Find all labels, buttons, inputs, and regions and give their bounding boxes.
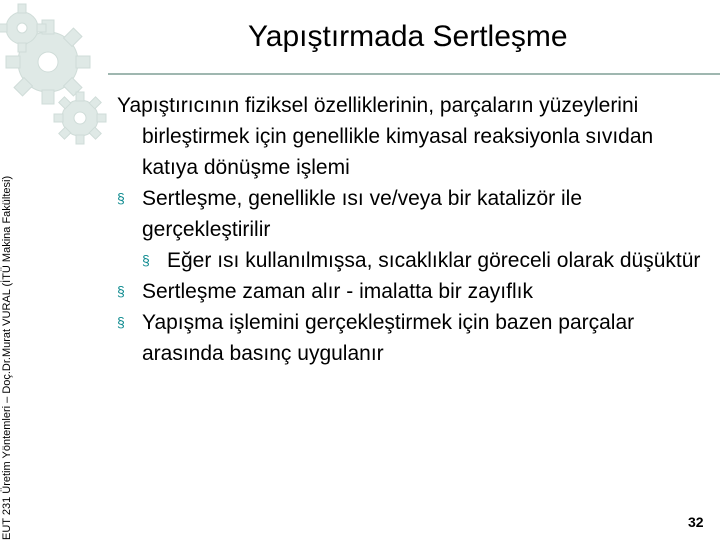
- title-divider: [108, 73, 720, 75]
- list-item: [112, 245, 712, 276]
- bullet-icon: §: [117, 314, 125, 330]
- bullet-icon: §: [142, 252, 150, 268]
- bullet-icon: §: [117, 283, 125, 299]
- list-item-text: Sertleşme zaman alır ‑ imalatta bir zayıflık: [142, 280, 533, 303]
- list-item: [112, 307, 712, 369]
- list-item-text: Sertleşme, genellikle ısı ve/veya bir katalizör ile gerçekleştirilir: [142, 187, 583, 241]
- slide-title: Yapıştırmada Sertleşme: [248, 20, 568, 53]
- side-caption: EUT 231 Üretim Yöntemleri – Doç.Dr.Murat VURAL (İTÜ Makina Fakültesi): [1, 175, 13, 540]
- list-item: [112, 276, 712, 307]
- list-item-text: Yapışma işlemini gerçekleştirmek için bazen parçalar arasında basınç uygulanır: [142, 311, 635, 365]
- list-item-text: Eğer ısı kullanılmışsa, sıcaklıklar göreceli olarak düşüktür: [167, 249, 701, 272]
- list-item: [112, 183, 712, 245]
- slide-content: [112, 90, 712, 369]
- list-item-text: Yapıştırıcının fiziksel özelliklerinin, parçaların yüzeylerini birleştirmek için genellikle kimyasal reaksiyonla sıvıdan katıya dönüşme işlemi: [117, 94, 654, 179]
- gears-decoration-icon: [0, 0, 110, 150]
- bullet-icon: §: [117, 190, 125, 206]
- page-number: 32: [688, 514, 704, 530]
- list-item: [112, 90, 712, 183]
